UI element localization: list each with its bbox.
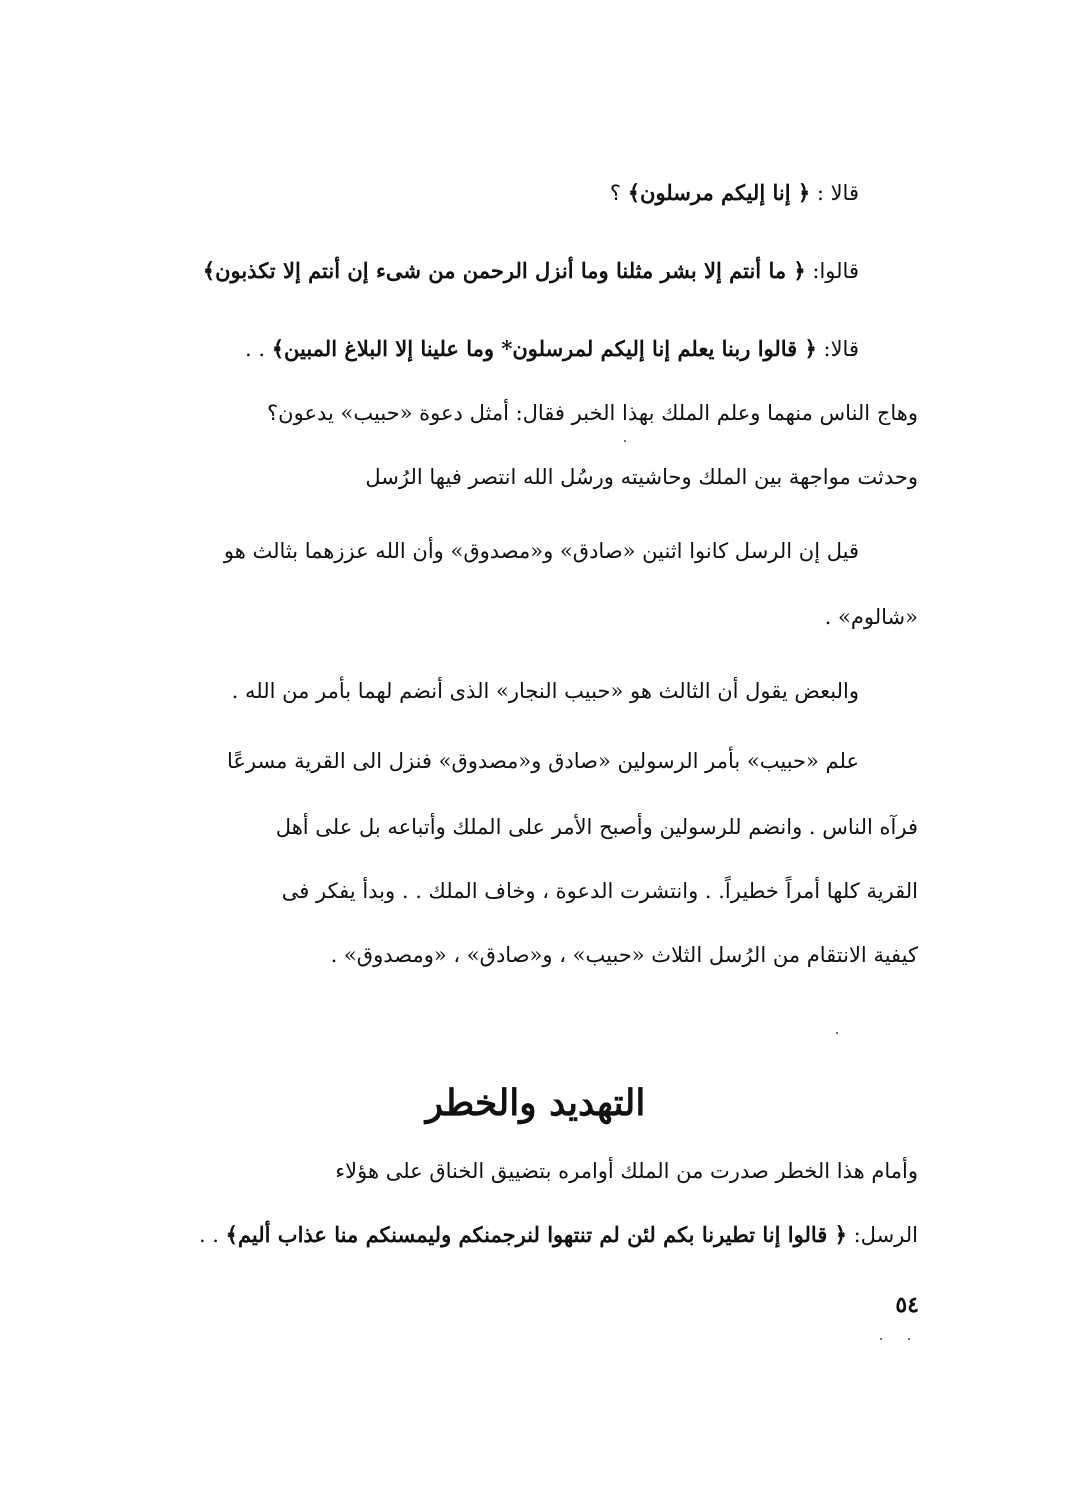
text-line: وأمام هذا الخطر صدرت من الملك أوامره بتضييق الخناق على هؤلاء xyxy=(335,1159,918,1183)
scan-speck xyxy=(624,440,626,442)
scan-speck xyxy=(908,1338,910,1340)
line-tail: ؟ xyxy=(609,181,628,205)
line-lead: الرسل: xyxy=(846,1223,918,1247)
scan-speck xyxy=(836,1032,838,1034)
line-tail: . . xyxy=(198,1223,226,1247)
text-line: وهاج الناس منهما وعلم الملك بهذا الخبر فقال: أمثل دعوة «حبيب» يدعون؟ xyxy=(267,401,918,425)
text-line xyxy=(199,1220,918,1250)
text-line xyxy=(245,334,859,364)
quran-verse: ﴿ إنا إليكم مرسلون﴾ xyxy=(627,180,811,205)
scan-speck xyxy=(880,1338,882,1340)
text-line: «شالوم» . xyxy=(824,605,918,629)
page-number: ٥٤ xyxy=(895,1292,919,1318)
line-lead: قالا : xyxy=(810,181,859,205)
text-line: فرآه الناس . وانضم للرسولين وأصبح الأمر على الملك وأتباعه بل على أهل xyxy=(275,815,918,839)
quran-verse: ﴿ قالوا إنا تطيرنا بكم لئن لم تنتهوا لنرجمنكم وليمسنكم منا عذاب أليم﴾ xyxy=(225,1222,847,1247)
quran-verse: ﴿ ما أنتم إلا بشر مثلنا وما أنزل الرحمن من شىء إن أنتم إلا تكذبون﴾ xyxy=(202,258,806,283)
line-lead: قالا: xyxy=(816,337,859,361)
text-line: علم «حبيب» بأمر الرسولين «صادق و«مصدوق» فنزل الى القرية مسرعًا xyxy=(226,749,859,773)
text-line: القرية كلها أمراً خطيراً. . وانتشرت الدعوة ، وخاف الملك . . وبدأ يفكر فى xyxy=(281,879,918,903)
quran-verse: ﴿ قالوا ربنا يعلم إنا إليكم لمرسلون* وما علينا إلا البلاغ المبين﴾ xyxy=(271,336,817,361)
text-line xyxy=(610,178,859,208)
text-line: قيل إن الرسل كانوا اثنين «صادق» و«مصدوق» وأن الله عززهما بثالث هو xyxy=(223,539,859,563)
text-line xyxy=(203,256,859,286)
text-line: وحدثت مواجهة بين الملك وحاشيته ورسُل الله انتصر فيها الرُسل xyxy=(365,465,918,489)
line-lead: قالوا: xyxy=(805,259,859,283)
text-line: كيفية الانتقام من الرُسل الثلاث «حبيب» ، و«صادق» ، «ومصدوق» . xyxy=(330,943,918,967)
line-tail: . . xyxy=(244,337,272,361)
section-heading: التهديد والخطر xyxy=(425,1082,646,1124)
text-line: والبعض يقول أن الثالث هو «حبيب النجار» الذى أنضم لهما بأمر من الله . xyxy=(231,679,859,703)
